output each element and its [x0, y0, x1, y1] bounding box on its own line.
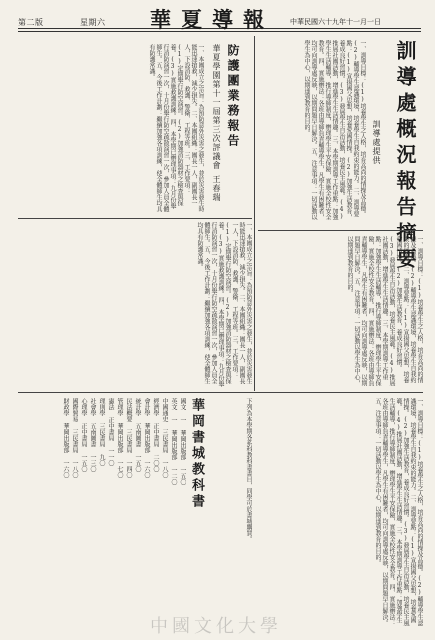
association-report-body-upper: 一、本團成立之宗旨：為預防意外災害之發生，並於災害發生時能迅速搶救，減少損失。二、本團組織：團長一人，副團長一人，下設消防、救護、警衛、工程等班。三、工作要項：(1)定期舉行防空演習。(2)加強消防器材之檢查與保養。(3)實施救護訓練。四、本學期已辦理事項：九月份舉行消防演習一次，十月份舉行防空疏散演習一次，參加人員全體師生。五、今後工作計劃：繼續加強各項訓練，使全體師生均具有防護常識。	[148, 44, 204, 212]
book-list-intro: 下列為本學期各系科教科書書目，同學可於書城購買。	[245, 398, 252, 542]
association-report-body-lower: 一、本團成立之宗旨：為預防意外災害之發生，並於災害發生時能迅速搶救，減少損失。二、本團組織：團長一人，副團長一人，下設消防、救護、警衛、工程等班。三、工作要項：(1)定期舉行防空演習。(2)加強消防器材之檢查與保養。(3)實施救護訓練。四、本學期已辦理事項：九月份舉行消防演習一次，十月份舉行防空疏散演習一次，參加人員全體師生。五、今後工作計劃：繼續加強各項訓練，使全體師生均具有防護常識。	[196, 222, 252, 387]
table-row: 民法概要 三民書局 一四〇	[125, 398, 132, 478]
table-row: 社會學 五南圖書 一三〇	[89, 398, 96, 472]
report-summary-body-upper: 一、訓導目標：(1)培養學生之人格，培育高尚的情操及品德。(2)輔導學生認識環境，培養學生自我約束的能力。二、訓導要點：(1)宣揚國父思想，培養愛國情操。(2)加強生活教育，養成良好習慣。(3)發展學生自治活動，培養民主風範。(4)推展社團活動，增進學生生活情趣。三、本學期訓導工作重點：加強學生生活輔導，推行導師制度，辦理學生平安保險，實施全校性安全教育。四、實施辦法：各班由導師負責輔導學生，凡學生有困難者，均可向訓導處反映，以期問題早日解決。五、注意事項：一切活動以學生為中心，以期達到教育的目的。	[303, 40, 366, 220]
masthead-date: 中華民國六十九年十一月一日	[290, 18, 381, 26]
section-rule-3	[18, 218, 252, 219]
table-row: 財政學 華岡出版部 一六〇	[62, 398, 69, 478]
table-row: 理則學 三民書局 九〇	[98, 398, 105, 466]
table-row: 統計學 五南圖書 一五〇	[134, 398, 141, 472]
masthead-title: 華夏導報	[150, 7, 274, 32]
table-row: 國際貿易 三民書局 一八〇	[71, 398, 78, 478]
book-list-notes: 一、訓導目標：(1)培養學生之人格，培育高尚的情操及品德。(2)輔導學生認識環境，培養學生自我約束的能力。二、訓導要點：(1)宣揚國父思想，培養愛國情操。(2)加強生活教育，養成良好習慣。(3)發展學生自治活動，培養民主風範。(4)推展社團活動，增進學生生活情趣。三、本學期訓導工作重點：加強學生生活輔導，推行導師制度，辦理學生平安保險，實施全校性安全教育。四、實施辦法：各班由導師負責輔導學生，凡學生有困難者，均可向訓導處反映，以期問題早日解決。五、注意事項：一切活動以學生為中心，以期達到教育的目的。	[374, 398, 423, 626]
table-row: 經濟學 正中書局 二〇〇	[152, 398, 159, 472]
report-summary-title: 訓導處概況報告摘要	[393, 40, 417, 274]
table-row: 國文 一 華岡出版部 一五〇	[179, 398, 186, 485]
table-row: 英文 一 華岡出版部 一二〇	[170, 398, 177, 485]
column-divider	[254, 36, 255, 391]
table-row: 會計學 華岡出版部 一六〇	[143, 398, 150, 478]
section-rule-2	[18, 392, 423, 393]
association-report-author: 王春瑞	[212, 175, 221, 202]
page-label: 第二版	[18, 18, 44, 27]
association-report-title: 防護團業務報告	[226, 44, 240, 149]
watermark: 中國文化大學	[150, 616, 282, 637]
table-row: 心理學 正中書局 一五〇	[80, 398, 87, 472]
table-row: 中國通史 三民書局 一八〇	[161, 398, 168, 478]
table-row: 管理學 華岡出版部 一七〇	[116, 398, 123, 478]
weekday: 星期六	[80, 18, 106, 27]
book-list-table	[18, 398, 186, 630]
report-summary-byline: 訓導處提供	[372, 120, 381, 165]
table-row: 憲法 正中書局 一一〇	[107, 398, 114, 466]
book-list-title: 華岡書城教科書	[189, 398, 204, 510]
section-rule-1	[258, 230, 423, 231]
association-report-subtitle: 華夏學園第十一屆第三次評議會	[212, 44, 221, 170]
report-summary-body-middle: 一、訓導目標：(1)培養學生之人格，培育高尚的情操及品德。(2)輔導學生認識環境，培養學生自我約束的能力。二、訓導要點：(1)宣揚國父思想，培養愛國情操。(2)加強生活教育，養成良好習慣。(3)發展學生自治活動，培養民主風範。(4)推展社團活動，增進學生生活情趣。三、本學期訓導工作重點：加強學生生活輔導，推行導師制度，辦理學生平安保險，實施全校性安全教育。四、實施辦法：各班由導師負責輔導學生，凡學生有困難者，均可向訓導處反映，以期問題早日解決。五、注意事項：一切活動以學生為中心，以期達到教育的目的。	[346, 236, 423, 386]
